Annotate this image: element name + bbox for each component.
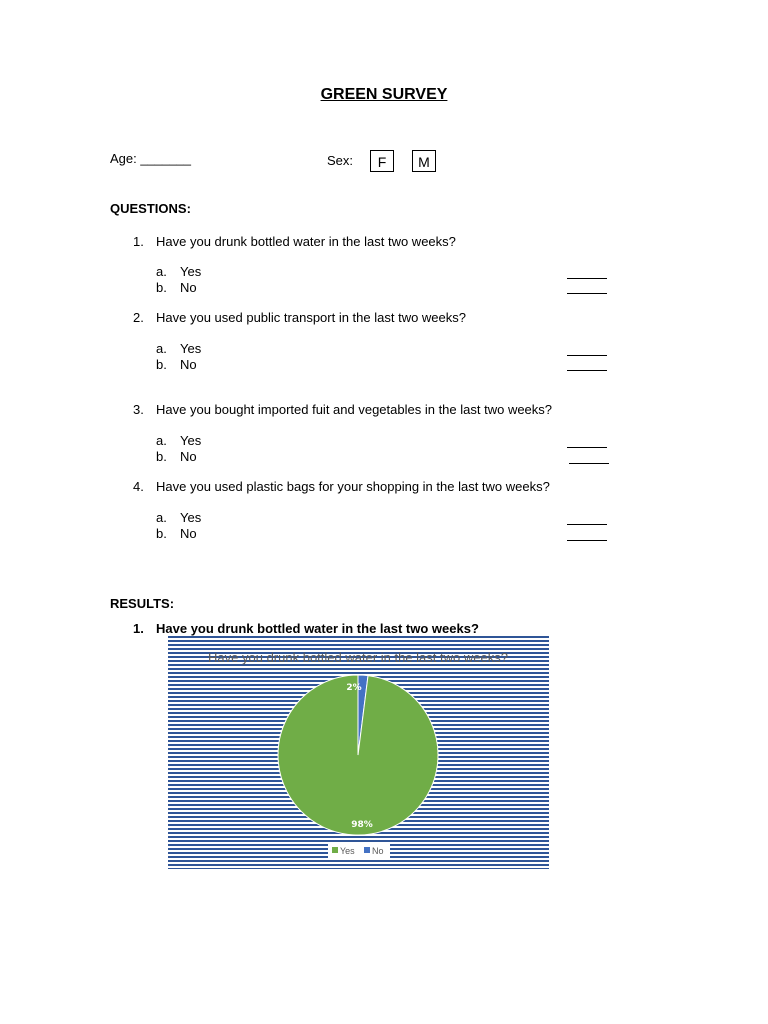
answer-blank[interactable] <box>567 540 607 541</box>
answer-label: No <box>180 526 197 541</box>
page-title: GREEN SURVEY <box>320 86 448 103</box>
data-label-yes: 98% <box>351 820 373 830</box>
question-number: 1. <box>133 234 144 249</box>
results-heading: RESULTS: <box>110 596 175 611</box>
chart-title: Have you drunk bottled water in the last two weeks? <box>208 650 508 665</box>
answer-label: Yes <box>180 433 202 448</box>
answer-label: No <box>180 280 197 295</box>
pie-chart <box>168 636 549 869</box>
answer-label: No <box>180 449 197 464</box>
answer-letter: b. <box>156 280 167 295</box>
pie-slice-yes <box>278 675 438 835</box>
answer-blank[interactable] <box>567 370 607 371</box>
legend-swatch-yes <box>332 847 338 853</box>
sex-option-f[interactable]: F <box>370 150 394 172</box>
answer-blank[interactable] <box>567 293 607 294</box>
questions-heading: QUESTIONS: <box>110 201 191 216</box>
answer-blank[interactable] <box>567 524 607 525</box>
answer-letter: b. <box>156 449 167 464</box>
answer-blank[interactable] <box>569 463 609 464</box>
sex-option-m[interactable]: M <box>412 150 436 172</box>
answer-letter: a. <box>156 510 167 525</box>
data-label-no: 2% <box>346 683 362 693</box>
answer-letter: a. <box>156 264 167 279</box>
question-text: Have you used plastic bags for your shopping in the last two weeks? <box>156 479 550 494</box>
sex-label: Sex: <box>327 153 354 168</box>
question-number: 3. <box>133 402 144 417</box>
legend-label-yes: Yes <box>340 846 355 856</box>
question-number: 4. <box>133 479 144 494</box>
answer-label: Yes <box>180 264 202 279</box>
result-question: Have you drunk bottled water in the last two weeks? <box>156 621 479 636</box>
answer-letter: b. <box>156 526 167 541</box>
answer-blank[interactable] <box>567 447 607 448</box>
answer-label: Yes <box>180 510 202 525</box>
question-text: Have you used public transport in the last two weeks? <box>156 310 467 325</box>
answer-label: No <box>180 357 197 372</box>
question-text: Have you drunk bottled water in the last two weeks? <box>156 234 456 249</box>
pie-chart-area <box>168 636 549 869</box>
answer-label: Yes <box>180 341 202 356</box>
answer-blank[interactable] <box>567 278 607 279</box>
age-field[interactable]: Age: _______ <box>110 151 191 166</box>
answer-letter: a. <box>156 341 167 356</box>
result-number: 1. <box>133 621 144 636</box>
question-number: 2. <box>133 310 144 325</box>
answer-letter: a. <box>156 433 167 448</box>
question-text: Have you bought imported fuit and vegetables in the last two weeks? <box>156 402 553 417</box>
legend-swatch-no <box>364 847 370 853</box>
answer-blank[interactable] <box>567 355 607 356</box>
answer-letter: b. <box>156 357 167 372</box>
legend-label-no: No <box>372 846 384 856</box>
